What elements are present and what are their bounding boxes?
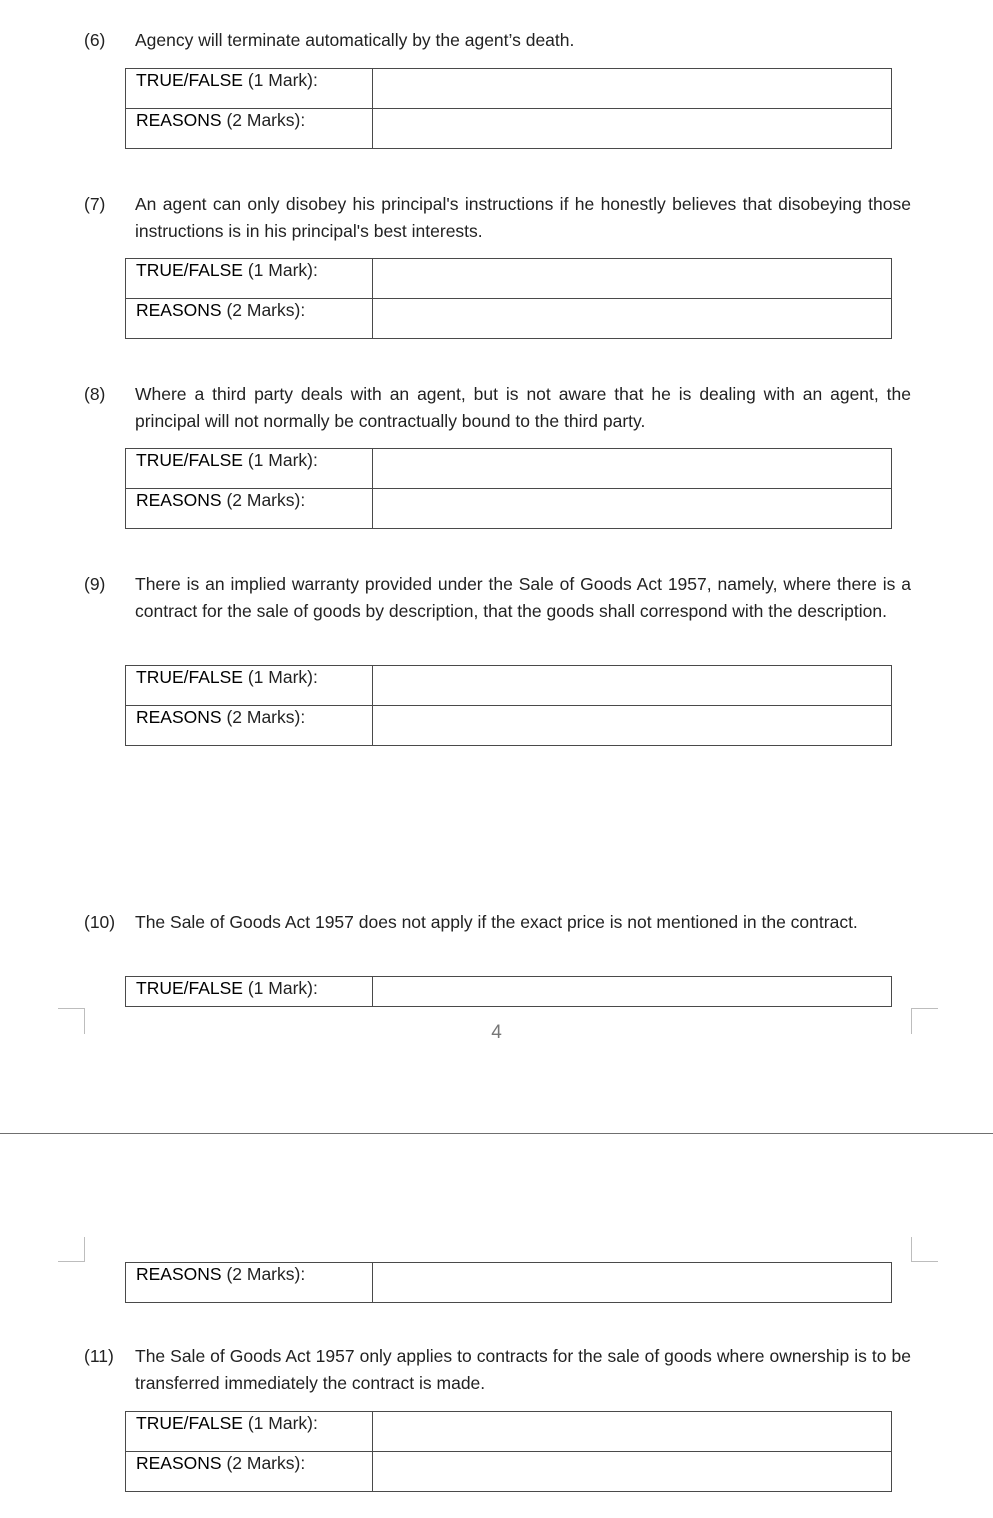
reasons-label: REASONS (2 Marks): [126, 706, 373, 746]
question-number: (10) [84, 912, 116, 932]
reasons-label: REASONS (2 Marks): [126, 109, 373, 149]
reasons-answer-cell[interactable] [373, 706, 892, 746]
true-false-label: TRUE/FALSE (1 Mark): [126, 666, 373, 706]
reasons-label: REASONS (2 Marks): [126, 299, 373, 339]
question-6 [84, 27, 911, 54]
question-text: Agency will terminate automatically by the agent’s death. [135, 30, 575, 50]
true-false-label: TRUE/FALSE (1 Mark): [126, 977, 373, 1007]
question-number: (6) [84, 30, 106, 50]
question-number: (8) [84, 384, 106, 404]
question-text: Where a third party deals with an agent, but is not aware that he is dealing with an agent, the principal will not normally be contractually bound to the third party. [135, 384, 911, 431]
true-false-answer-cell[interactable] [373, 449, 892, 489]
true-false-answer-cell[interactable] [373, 69, 892, 109]
reasons-label: REASONS (2 Marks): [126, 1263, 373, 1303]
true-false-label: TRUE/FALSE (1 Mark): [126, 449, 373, 489]
true-false-label: TRUE/FALSE (1 Mark): [126, 259, 373, 299]
question-number: (9) [84, 574, 106, 594]
true-false-answer-cell[interactable] [373, 1412, 892, 1452]
reasons-answer-cell[interactable] [373, 1263, 892, 1303]
reasons-answer-cell[interactable] [373, 489, 892, 529]
question-number: (7) [84, 194, 106, 214]
page-break-divider [0, 1133, 993, 1134]
question-text: The Sale of Goods Act 1957 only applies to contracts for the sale of goods where ownership is to be transferred immediately the contract is made. [135, 1346, 911, 1393]
corner-mark [58, 1237, 85, 1262]
answer-table [125, 258, 892, 339]
reasons-answer-cell[interactable] [373, 1452, 892, 1492]
question-number: (11) [84, 1346, 114, 1366]
answer-table [125, 448, 892, 529]
question-10 [84, 909, 911, 936]
reasons-label: REASONS (2 Marks): [126, 1452, 373, 1492]
true-false-label: TRUE/FALSE (1 Mark): [126, 1412, 373, 1452]
question-text: There is an implied warranty provided under the Sale of Goods Act 1957, namely, where there is a contract for the sale of goods by description, that the goods shall correspond with the description. [135, 574, 911, 621]
true-false-answer-cell[interactable] [373, 259, 892, 299]
question-9 [84, 571, 911, 624]
answer-table-continued [125, 1262, 892, 1303]
reasons-answer-cell[interactable] [373, 109, 892, 149]
reasons-label: REASONS (2 Marks): [126, 489, 373, 529]
answer-table [125, 68, 892, 149]
question-11 [84, 1343, 911, 1396]
true-false-answer-cell[interactable] [373, 977, 892, 1007]
question-text: An agent can only disobey his principal's instructions if he honestly believes that disobeying those instructions is in his principal's best interests. [135, 194, 911, 241]
answer-table [125, 1411, 892, 1492]
page-number: 4 [491, 1022, 502, 1043]
answer-table [125, 976, 892, 1007]
answer-table [125, 665, 892, 746]
true-false-label: TRUE/FALSE (1 Mark): [126, 69, 373, 109]
question-7 [84, 191, 911, 244]
question-8 [84, 381, 911, 434]
reasons-answer-cell[interactable] [373, 299, 892, 339]
question-text: The Sale of Goods Act 1957 does not apply if the exact price is not mentioned in the contract. [135, 912, 858, 932]
corner-mark [911, 1237, 938, 1262]
true-false-answer-cell[interactable] [373, 666, 892, 706]
